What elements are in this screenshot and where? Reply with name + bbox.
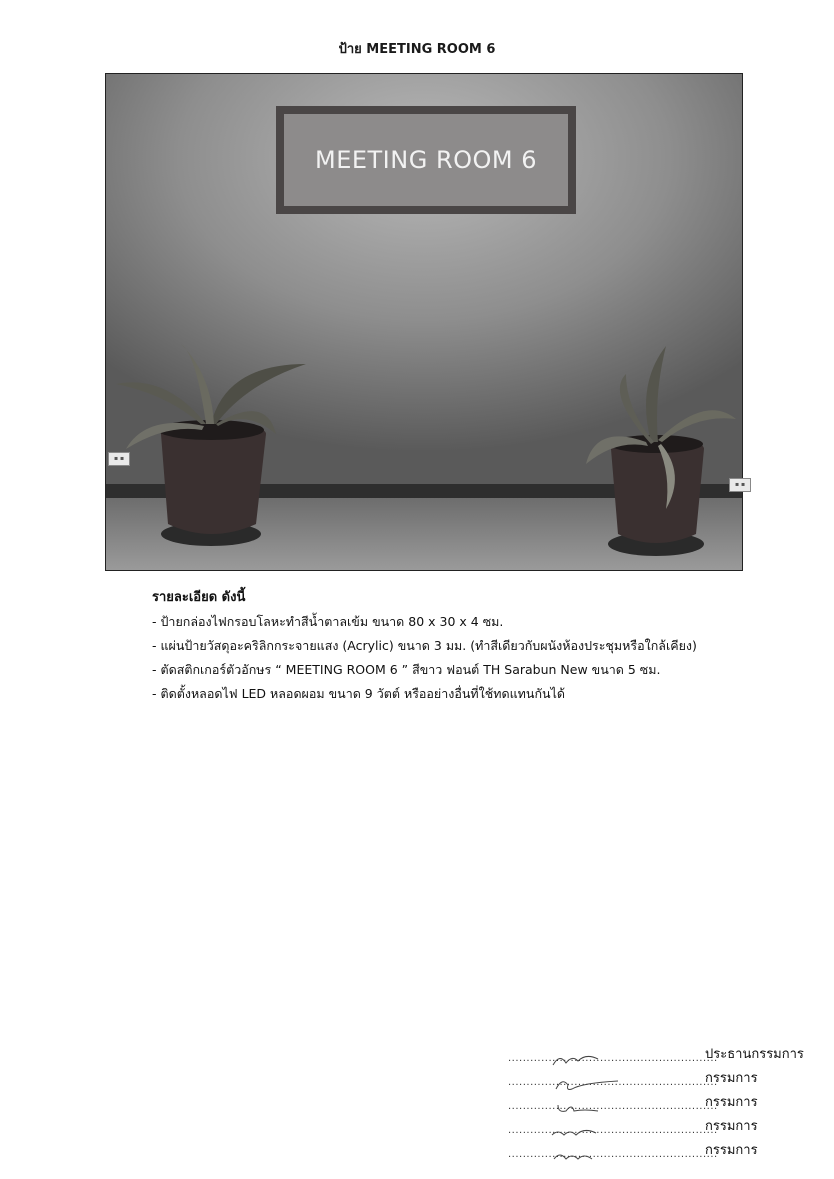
- details-item: - แผ่นป้ายวัสดุอะคริลิกกระจายแสง (Acrylic) ขนาด 3 มม. (ทำสีเดียวกับผนังห้องประชุมหรือใกล้เคียง): [152, 638, 697, 653]
- signature-line: .........................................................: [508, 1125, 701, 1136]
- handwritten-signature: [548, 1147, 608, 1165]
- signature-title: กรรมการ: [705, 1071, 758, 1086]
- signature-title: กรรมการ: [705, 1095, 758, 1110]
- signature-line: .........................................................: [508, 1101, 701, 1112]
- signature-row-member: [508, 1112, 828, 1136]
- details-item: - ป้ายกล่องไฟกรอบโลหะทำสีน้ำตาลเข้ม ขนาด 80 x 30 x 4 ซม.: [152, 614, 504, 629]
- details-item: - ติดตั้งหลอดไฟ LED หลอดผอม ขนาด 9 วัตต์ หรืออย่างอื่นที่ใช้ทดแทนกันได้: [152, 686, 565, 701]
- signature-title: ประธานกรรมการ: [705, 1047, 804, 1062]
- signature-title: กรรมการ: [705, 1143, 758, 1158]
- signature-title: กรรมการ: [705, 1119, 758, 1134]
- signature-block: [508, 1040, 828, 1160]
- sign-text: MEETING ROOM 6: [284, 114, 568, 206]
- signature-row-member: [508, 1088, 828, 1112]
- details-item: - ตัดสติกเกอร์ตัวอักษร “ MEETING ROOM 6 ” สีขาว ฟอนต์ TH Sarabun New ขนาด 5 ซม.: [152, 662, 661, 677]
- details-heading: รายละเอียด ดังนี้: [152, 590, 246, 605]
- signature-line: .........................................................: [508, 1149, 701, 1160]
- meeting-room-photo: [105, 73, 746, 571]
- meeting-room-sign: [276, 106, 576, 214]
- details-list: [152, 610, 792, 706]
- signature-row-member: [508, 1136, 828, 1160]
- wall-outlet-left: ▪ ▪: [108, 452, 130, 466]
- signature-line: .........................................................: [508, 1053, 701, 1064]
- wall-outlet-right: ▪ ▪: [729, 478, 751, 492]
- page-title: ป้าย MEETING ROOM 6: [338, 42, 496, 57]
- signature-row-member: [508, 1064, 828, 1088]
- details-section: [152, 586, 792, 706]
- signature-line: .........................................................: [508, 1077, 701, 1088]
- signature-row-chairman: [508, 1040, 828, 1064]
